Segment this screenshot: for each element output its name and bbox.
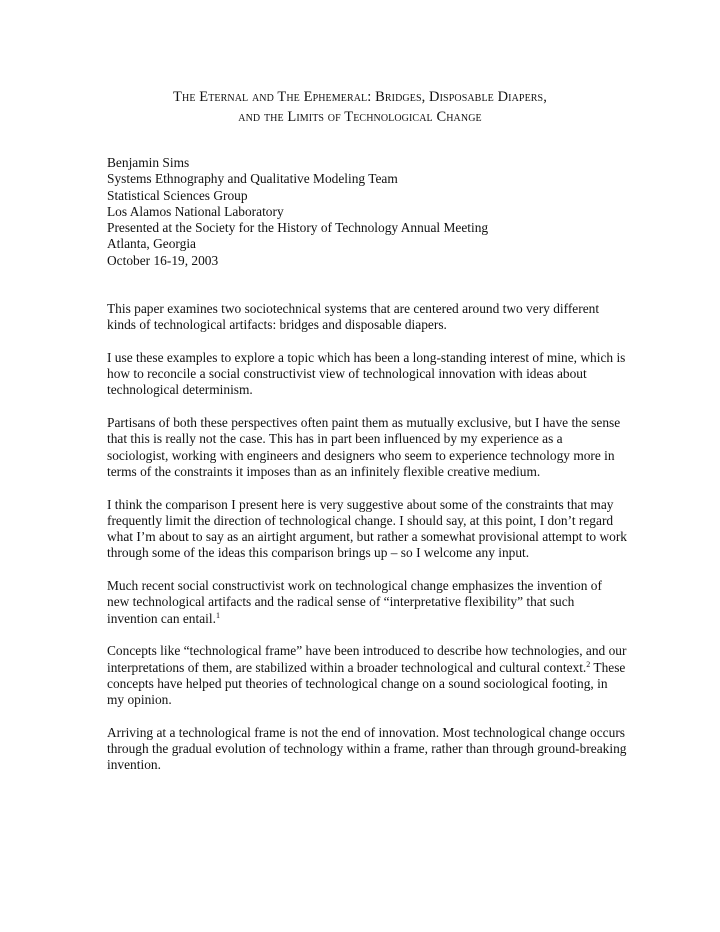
body-text	[107, 301, 627, 790]
footnote-marker: 2	[586, 659, 591, 669]
presentation-venue: Presented at the Society for the History of Technology Annual Meeting	[107, 220, 489, 236]
body-paragraph: I use these examples to explore a topic which has been a long-standing interest of mine, which is how to reconcile a social constructivist view of technological innovation with ideas about technological determinism.	[107, 349, 626, 398]
body-paragraph: Partisans of both these perspectives often paint them as mutually exclusive, but I have the sense that this is really not the case. This has in part been influenced by my experience as a sociologist, working with engineers and designers who seem to experience technology more in terms of the constraints it imposes than as an infinitely flexible creative medium.	[107, 415, 621, 479]
footnote-marker: 1	[215, 610, 220, 620]
presentation-date: October 16-19, 2003	[107, 252, 219, 268]
paragraph-text: Much recent social constructivist work on technological change emphasizes the invention of new technological artifacts and the radical sense of “interpretative flexibility” that such invention can entail.	[107, 578, 602, 626]
title-line-2: and the Limits of Technological Change	[238, 109, 482, 125]
author-name: Benjamin Sims	[107, 155, 190, 170]
body-paragraph: Arriving at a technological frame is not the end of innovation. Most technological change occurs through the gradual evolution of technology within a frame, rather than through ground-breaking invention.	[107, 724, 627, 773]
author-team: Systems Ethnography and Qualitative Modeling Team	[107, 171, 398, 187]
body-paragraph: This paper examines two sociotechnical systems that are centered around two very different kinds of technological artifacts: bridges and disposable diapers.	[107, 301, 600, 333]
body-paragraph	[107, 643, 627, 708]
body-paragraph: I think the comparison I present here is very suggestive about some of the constraints that may frequently limit the direction of technological change. I should say, at this point, I don’t regard what I’m about to say as an airtight argument, but rather a somewhat provisional attempt to work through some of the ideas this comparison brings up – so I welcome any input.	[107, 496, 627, 561]
title-line-1: The Eternal and The Ephemeral: Bridges, Disposable Diapers,	[173, 89, 547, 105]
body-paragraph	[107, 578, 627, 627]
author-group: Statistical Sciences Group	[107, 187, 248, 203]
paragraph-text: These concepts have helped put theories of technological change on a sound sociological footing, in my opinion.	[107, 659, 626, 708]
author-block	[107, 155, 488, 269]
paper-title	[0, 87, 720, 127]
paragraph-text: Concepts like “technological frame” have been introduced to describe how technologies, and our interpretations of them, are stabilized within a broader technological and cultural context.	[107, 643, 627, 675]
presentation-location: Atlanta, Georgia	[107, 236, 196, 252]
author-laboratory: Los Alamos National Laboratory	[107, 203, 284, 219]
